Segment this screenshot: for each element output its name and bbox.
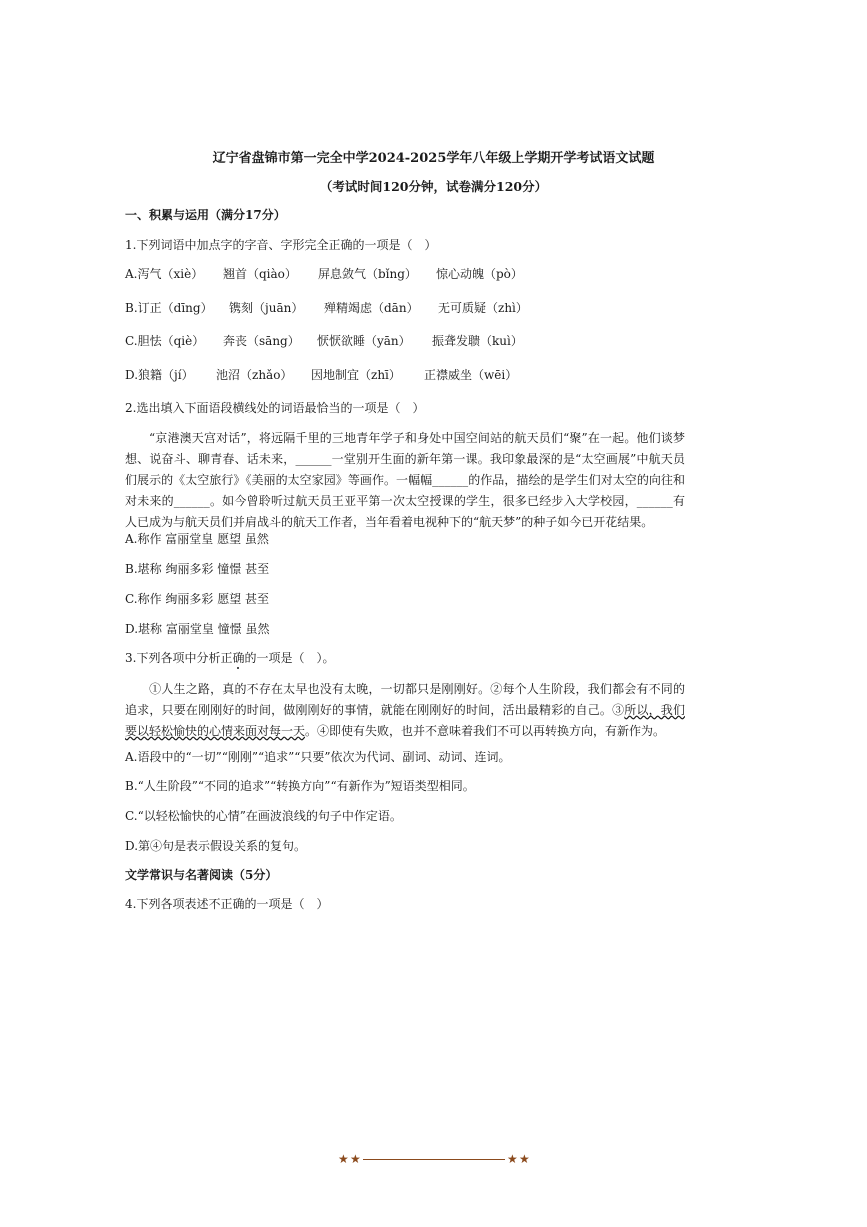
star-icon: ★ xyxy=(507,1152,518,1166)
question-3-passage xyxy=(125,679,685,742)
exam-subtitle: （考试时间120分钟，试卷满分120分） xyxy=(319,179,548,194)
exam-title: 辽宁省盘锦市第一完全中学2024-2025学年八年级上学期开学考试语文试题 xyxy=(212,151,655,166)
q2-option-c: C.称作 绚丽多彩 愿望 甚至 xyxy=(125,592,270,606)
q2-blank-4: ______ xyxy=(636,494,673,508)
q2-passage-part-1: “京港澳天宫对话”，将远隔千里的三地青年学子和身处中国空间站的航天员们“聚”在一起。他们谈梦想、说奋斗、聊青春、话未来， xyxy=(125,431,685,466)
question-1-stem: 1.下列词语中加点字的字音、字形完全正确的一项是（ ） xyxy=(125,238,437,252)
q3-option-b: B.“人生阶段”“不同的追求”“转换方向”“有新作为”短语类型相同。 xyxy=(125,779,475,793)
question-2-passage xyxy=(125,428,685,533)
star-icon: ★ xyxy=(350,1152,361,1166)
q2-option-d: D.堪称 富丽堂皇 憧憬 虽然 xyxy=(125,622,270,636)
question-3-stem xyxy=(125,650,334,666)
question-2-stem: 2.选出填入下面语段横线处的词语最恰当的一项是（ ） xyxy=(125,401,425,415)
q1-option-a-2: 翘首（qiào） xyxy=(223,267,297,281)
q1-option-a-4: 惊心动魄（pò） xyxy=(436,267,523,281)
q1-option-b-3: 殚精竭虑（dān） xyxy=(324,301,419,315)
q1-option-b-4: 无可质疑（zhì） xyxy=(438,301,528,315)
q1-option-c-2: 奔丧（sāng） xyxy=(223,334,300,348)
q2-passage-part-5: 有人已成为与航天员们并肩战斗的航天工作者，当年看着电视种下的“航天梦”的种子如今已开花结果。 xyxy=(125,494,685,529)
section-heading-2: 文学常识与名著阅读（5分） xyxy=(125,868,278,882)
q2-blank-1: ______ xyxy=(295,452,332,466)
q3-passage-part-2: 。④即使有失败，也并不意味着我们不可以再转换方向，有新作为。 xyxy=(305,724,666,738)
q1-option-a-3: 屏息敛气（bǐng） xyxy=(318,267,417,281)
q2-option-b: B.堪称 绚丽多彩 憧憬 甚至 xyxy=(125,562,270,576)
q1-option-d-3: 因地制宜（zhī） xyxy=(311,368,401,382)
q1-option-c-4: 振聋发聩（kuì） xyxy=(432,334,523,348)
q2-option-a: A.称作 富丽堂皇 愿望 虽然 xyxy=(125,532,269,546)
q3-option-c: C.“以轻松愉快的心情”在画波浪线的句子中作定语。 xyxy=(125,809,402,823)
q1-option-d-1: D.狼籍（jí） xyxy=(125,368,194,382)
q2-passage-part-3: 的作品，描绘的是学生们对太空的向往和对未来的 xyxy=(125,473,685,508)
star-icon: ★ xyxy=(338,1152,349,1166)
star-icon: ★ xyxy=(519,1152,530,1166)
q1-option-d-4: 正襟威坐（wēi） xyxy=(424,368,518,382)
section-heading-1: 一、积累与运用（满分17分） xyxy=(125,208,286,222)
q2-passage-part-4: 。如今曾聆听过航天员王亚平第一次太空授课的学生，很多已经步入大学校园， xyxy=(209,494,637,508)
q2-passage-part-2: 一堂别开生面的新年第一课。我印象最深的是“太空画展”中航天员们展示的《太空旅行》《美丽的太空家园》等画作。一幅幅 xyxy=(125,452,685,487)
q1-option-d-2: 池沼（zhǎo） xyxy=(216,368,293,382)
footer-divider xyxy=(363,1159,505,1160)
q1-option-c-1: C.胆怯（qiè） xyxy=(125,334,205,348)
q3-stem-dotted-char: 确 xyxy=(232,651,245,665)
q2-blank-3: ______ xyxy=(173,494,210,508)
q2-blank-2: ______ xyxy=(432,473,469,487)
q3-passage-part-1: ①人生之路，真的不存在太早也没有太晚，一切都只是刚刚好。②每个人生阶段，我们都会有不同的追求，只要在刚刚好的时间，做刚刚好的事情，就能在刚刚好的时间，活出最精彩的自己。③ xyxy=(125,682,685,717)
q3-wavy-sentence: 所以，我们要以轻松愉快的心情来面对每一天 xyxy=(125,703,685,738)
page-footer-ornament xyxy=(0,1152,867,1168)
q1-option-a-1: A.泻气（xiè） xyxy=(125,267,204,281)
q3-stem-part-2: 的一项是（ ）。 xyxy=(244,651,335,665)
q1-option-b-2: 镌刻（juān） xyxy=(229,301,304,315)
q1-option-c-3: 恹恹欲睡（yān） xyxy=(317,334,411,348)
q1-option-b-1: B.订正（dīng） xyxy=(125,301,213,315)
q3-option-d: D.第④句是表示假设关系的复句。 xyxy=(125,839,307,853)
question-4-stem: 4.下列各项表述不正确的一项是（ ） xyxy=(125,897,329,911)
q3-option-a: A.语段中的“一切”“刚刚”“追求”“只要”依次为代词、副词、动词、连词。 xyxy=(125,750,511,764)
q3-stem-part-1: 3.下列各项中分析正 xyxy=(125,651,233,665)
